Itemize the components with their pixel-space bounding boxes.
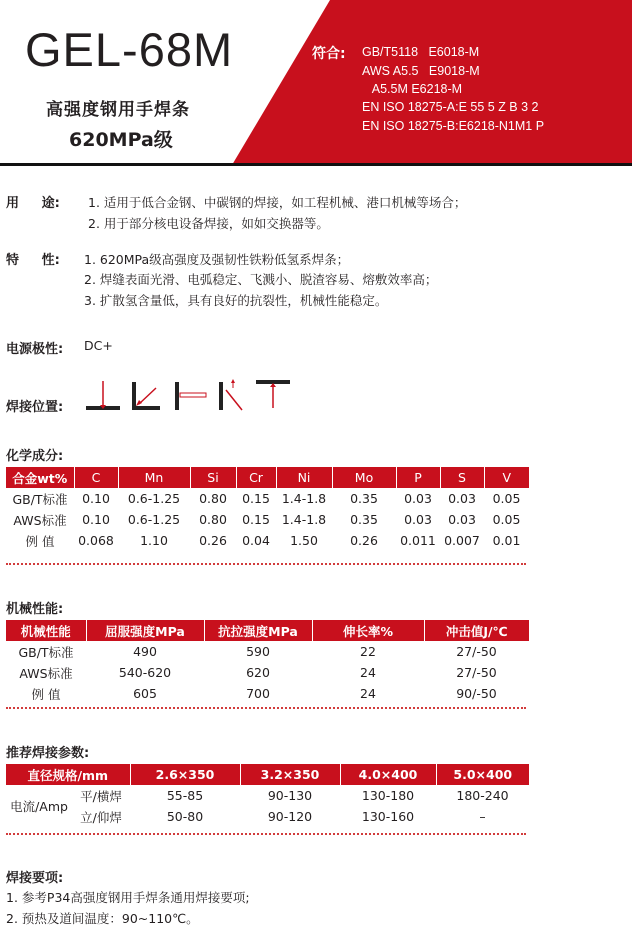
table-header: 合金wt%: [6, 467, 74, 488]
header-divider: [0, 163, 632, 166]
table-cell: 50-80: [166, 809, 204, 824]
table-cell: 0.35: [350, 491, 378, 506]
table-cell: 0.80: [199, 491, 227, 506]
table-row: [6, 488, 529, 509]
table-cell: 90-120: [267, 809, 313, 824]
table-cell: 0.05: [492, 512, 521, 527]
table-cell: 0.03: [448, 512, 476, 527]
table-cell: 平/横焊: [80, 788, 122, 804]
table-cell: 0.10: [82, 512, 110, 527]
product-subtitle: 高强度钢用手焊条: [46, 100, 190, 120]
product-grade: 620MPa级: [69, 129, 173, 151]
table-header: C: [74, 467, 118, 488]
table-cell: 0.26: [350, 533, 378, 548]
table-cell: 130-180: [361, 788, 415, 803]
table-header-row: [6, 467, 529, 488]
table-cell: 24: [360, 665, 376, 680]
table-cell: 490: [133, 644, 157, 659]
table-cell: 1.50: [290, 533, 318, 548]
table-header: S: [440, 467, 484, 488]
usage-line: 1. 适用于低合金钢、中碳钢的焊接，如工程机械、港口机械等场合；: [88, 195, 467, 210]
table-cell: 130-160: [361, 809, 415, 824]
table-header: 抗拉强度MPa: [204, 620, 312, 641]
table-cell: 电流/Amp: [10, 799, 68, 814]
table-cell: 0.35: [350, 512, 378, 527]
flat-position-icon: [86, 381, 120, 409]
table-cell: 立/仰焊: [80, 809, 122, 825]
table-cell: 例 值: [31, 686, 61, 702]
table-cell: 0.01: [492, 533, 521, 548]
table-cell: 0.15: [242, 512, 270, 527]
table-cell: 1.10: [140, 533, 168, 548]
table-cell: 0.03: [448, 491, 476, 506]
table-cell: 1.4-1.8: [281, 491, 327, 506]
mechanical-title: 机械性能:: [6, 602, 64, 617]
table-header-row: [6, 620, 529, 641]
table-cell: 0.26: [199, 533, 227, 548]
table-cell: 0.03: [404, 512, 432, 527]
standard-line: EN ISO 18275-B:E6218-N1M1 P: [362, 119, 545, 133]
polarity-label: 电源极性:: [6, 342, 64, 357]
table-header: Mo: [332, 467, 396, 488]
table-cell: 540-620: [118, 665, 172, 680]
table-cell: 620: [246, 665, 270, 680]
table-header: 冲击值J/℃: [445, 623, 508, 639]
table-cell: 0.04: [242, 533, 270, 548]
chemical-table: [6, 467, 529, 551]
table-row: [6, 641, 529, 662]
table-cell: 22: [360, 644, 376, 659]
table-cell: 90/-50: [456, 686, 497, 701]
table-header: 2.6×350: [130, 764, 240, 785]
dotted-divider: [6, 707, 526, 709]
product-model: GEL-68M: [25, 23, 234, 76]
table-cell: 0.007: [444, 533, 480, 548]
note-line: 2. 预热及道间温度：90~110℃。: [6, 911, 199, 926]
table-cell: 55-85: [166, 788, 204, 803]
table-header: Mn: [118, 467, 190, 488]
table-cell: 0.03: [404, 491, 432, 506]
table-header: 5.0×400: [453, 767, 513, 782]
chemical-title: 化学成分:: [6, 449, 64, 464]
table-cell: 0.05: [492, 491, 521, 506]
table-row: [6, 509, 529, 530]
table-header: 直径规格/mm: [6, 764, 130, 785]
overhead-position-icon: [256, 382, 290, 408]
feature-line: 1. 620MPa级高强度及强韧性铁粉低氢系焊条；: [84, 252, 350, 267]
table-row: [6, 785, 529, 806]
table-cell: 590: [246, 644, 270, 659]
feature-line: 3. 扩散氢含量低，具有良好的抗裂性，机械性能稳定。: [84, 293, 388, 308]
polarity-value: DC+: [84, 338, 113, 353]
table-cell: 0.6-1.25: [127, 491, 181, 506]
table-cell: 180-240: [456, 788, 509, 803]
table-cell: 0.6-1.25: [127, 512, 181, 527]
table-header: 3.2×350: [240, 764, 340, 785]
table-header: 机械性能: [6, 620, 86, 641]
notes-title: 焊接要项:: [6, 871, 64, 886]
table-cell: 27/-50: [456, 665, 497, 680]
table-header: Si: [190, 467, 236, 488]
note-line: 1. 参考P34高强度钢用手焊条通用焊接要项;: [6, 890, 250, 905]
parameters-title: 推荐焊接参数:: [6, 746, 90, 761]
table-header-row: [6, 764, 529, 785]
table-cell: 24: [360, 686, 376, 701]
table-cell: 90-130: [267, 788, 313, 803]
standard-line: GB/T5118 E6018-M: [362, 45, 480, 59]
usage-label: 用 途:: [6, 196, 60, 211]
table-cell: –: [479, 809, 486, 824]
table-row: [6, 662, 529, 683]
table-cell: GB/T标准: [18, 644, 74, 660]
parameters-table: [6, 764, 529, 827]
standard-line: EN ISO 18275-A:E 55 5 Z B 3 2: [362, 100, 539, 114]
table-row: [6, 530, 529, 551]
table-header: 4.0×400: [340, 764, 436, 785]
table-cell: 0.15: [242, 491, 270, 506]
standard-line: AWS A5.5 E9018-M: [362, 64, 480, 78]
table-header: V: [502, 470, 512, 485]
table-cell: 例 值: [25, 533, 55, 549]
table-header: Ni: [276, 467, 332, 488]
table-cell: 0.068: [78, 533, 114, 548]
dotted-divider: [6, 563, 526, 565]
welding-positions: [84, 378, 299, 416]
dotted-divider: [6, 833, 526, 835]
table-cell: GB/T标准: [12, 491, 68, 507]
table-cell: 700: [246, 686, 270, 701]
table-cell: 1.4-1.8: [281, 512, 327, 527]
table-header: 伸长率%: [312, 620, 424, 641]
table-cell: AWS标准: [19, 665, 73, 681]
table-header: Cr: [236, 467, 276, 488]
table-cell: 0.10: [82, 491, 110, 506]
standard-line: A5.5M E6218-M: [362, 82, 463, 96]
table-cell: 0.80: [199, 512, 227, 527]
table-cell: 0.011: [400, 533, 436, 548]
feature-line: 2. 焊缝表面光滑、电弧稳定、飞溅小、脱渣容易、熔敷效率高；: [84, 272, 438, 287]
usage-line: 2. 用于部分核电设备焊接，如如交换器等。: [88, 216, 329, 231]
table-cell: AWS标准: [13, 512, 67, 528]
table-cell: 27/-50: [456, 644, 497, 659]
table-cell: 605: [133, 686, 157, 701]
mechanical-table: [6, 620, 529, 704]
table-row: [6, 683, 529, 704]
table-row: [6, 806, 529, 827]
horizontal-position-icon: [177, 382, 206, 410]
vertical-up-icon: [221, 379, 242, 410]
horizontal-fillet-icon: [132, 382, 160, 410]
standards-label: 符合:: [312, 46, 346, 62]
features-label: 特 性:: [6, 253, 60, 268]
table-header: 屈服强度MPa: [86, 620, 204, 641]
positions-label: 焊接位置:: [6, 400, 64, 415]
table-header: P: [396, 467, 440, 488]
